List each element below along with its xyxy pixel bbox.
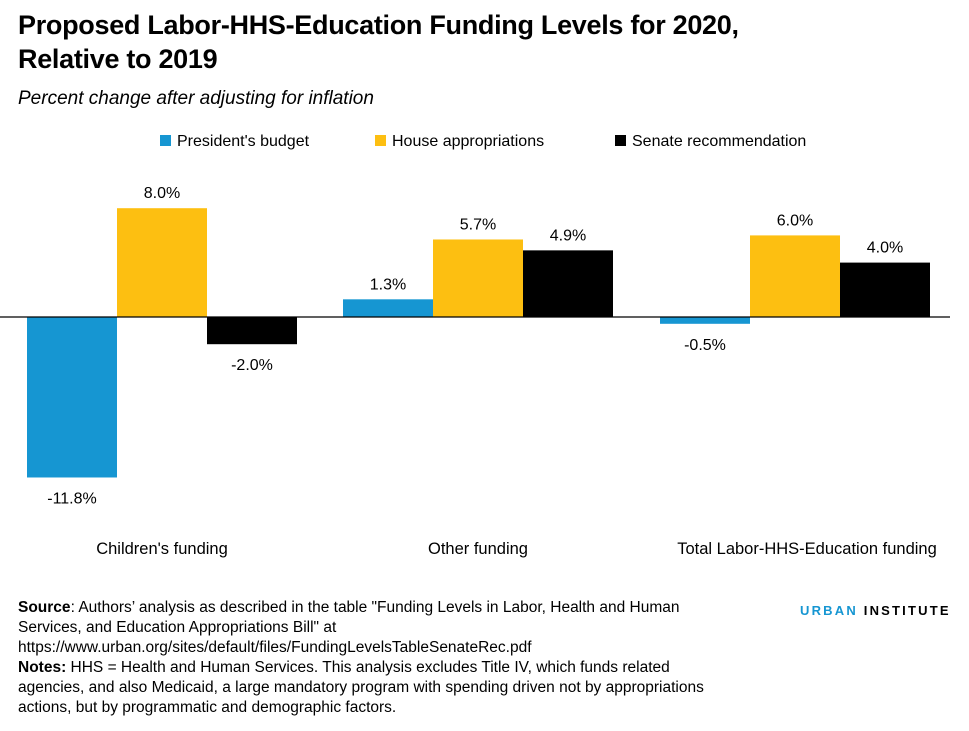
data-label-senate-other-funding: 4.9%	[549, 227, 587, 245]
data-label-president-total-labor-hhs-education-funding: -0.5%	[684, 336, 726, 354]
chart-footer	[18, 598, 718, 718]
data-label-president-children-s-funding: -11.8%	[47, 490, 97, 508]
data-label-senate-total-labor-hhs-education-funding: 4.0%	[866, 239, 904, 257]
chart-title-line-1: Proposed Labor-HHS-Education Funding Levels for 2020,	[18, 10, 739, 40]
chart-title-line-2: Relative to 2019	[18, 44, 218, 74]
data-label-house-total-labor-hhs-education-funding: 6.0%	[776, 212, 814, 230]
notes	[18, 658, 718, 718]
bar-house-children-s-funding	[117, 208, 207, 317]
data-label-house-children-s-funding: 8.0%	[143, 185, 181, 203]
bar-president-children-s-funding	[27, 317, 117, 477]
legend-label-senate: Senate recommendation	[632, 133, 807, 150]
bar-senate-children-s-funding	[207, 317, 297, 344]
data-label-senate-children-s-funding: -2.0%	[231, 357, 273, 375]
source-text: : Authors’ analysis as described in the table "Funding Levels in Labor, Health and Human Services, and Education Appropriations Bill" at https://www.urban.org/sites/default/files/FundingLevelsTableSenateRec.pdf	[18, 599, 680, 656]
bar-house-total-labor-hhs-education-funding	[750, 235, 840, 317]
bar-senate-total-labor-hhs-education-funding	[840, 263, 930, 317]
data-label-house-other-funding: 5.7%	[459, 216, 497, 234]
brand-part-1: URBAN	[800, 603, 858, 618]
legend-label-president: President's budget	[177, 133, 310, 150]
chart-subtitle: Percent change after adjusting for inflation	[18, 88, 374, 109]
category-label-children-s-funding: Children's funding	[96, 540, 228, 558]
category-label-total-labor-hhs-education-funding: Total Labor-HHS-Education funding	[677, 540, 937, 558]
notes-label: Notes:	[18, 659, 67, 676]
bar-senate-other-funding	[523, 250, 613, 317]
bar-president-total-labor-hhs-education-funding	[660, 317, 750, 324]
source-note	[18, 598, 718, 658]
urban-institute-logo	[800, 603, 951, 618]
data-label-president-other-funding: 1.3%	[369, 276, 407, 294]
category-label-other-funding: Other funding	[428, 540, 528, 558]
bar-house-other-funding	[433, 239, 523, 317]
legend-label-house: House appropriations	[392, 133, 545, 150]
brand-part-2: INSTITUTE	[863, 603, 951, 618]
bar-president-other-funding	[343, 299, 433, 317]
notes-text: HHS = Health and Human Services. This analysis excludes Title IV, which funds related agencies, and also Medicaid, a large mandatory program with spending driven not by appropriations actions, but by programmatic and demographic factors.	[18, 659, 704, 716]
source-label: Source	[18, 599, 71, 616]
